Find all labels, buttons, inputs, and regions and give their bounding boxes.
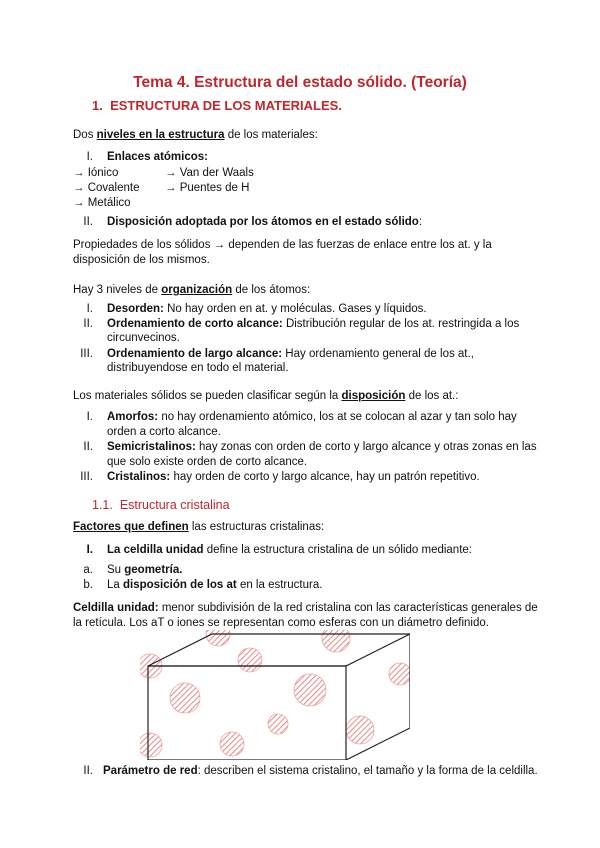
intro-paragraph [73,128,318,143]
unit-cell-illustration [140,630,410,760]
properties-line-1: Propiedades de los sólidos → dependen de las fuerzas de enlace entre los at. y la [73,239,492,251]
bond-covalente: → Covalente [73,182,140,194]
factor-II [73,765,538,777]
term: disposición de los at [123,579,237,591]
section-number: 1. [92,98,103,113]
term: geometría. [124,564,183,576]
text: : [418,216,423,228]
org-item-3 [73,347,474,362]
list-number: II. [83,441,93,453]
section-number: 1.1. [92,498,113,512]
text: : describen el sistema cristalino, el tamaño y la forma de la celdilla. [197,765,538,777]
class-item-2 [73,441,537,453]
term: Ordenamiento de largo alcance: [107,348,283,360]
text: en la estructura. [236,579,323,591]
text: hay zonas con orden de corto y largo alcance y otras zonas en las [195,441,537,453]
section-title: Estructura cristalina [119,498,230,512]
celdilla-line-2: la retícula. Los aT o iones se representan como esferas con un diámetro definido. [73,617,489,629]
class-item-3 [73,471,480,483]
text: menor subdivisión de la red cristalina con las características generales de [158,602,538,614]
list-number: I. [86,544,93,556]
list-number: b. [83,579,93,591]
list-number: II. [83,765,93,777]
text: Hay ordenamiento general de los at., [282,348,474,360]
emphasis: niveles en la estructura [96,129,225,141]
term: La celdilla unidad [107,544,204,556]
sub-item-a [73,564,182,576]
classify-intro [73,389,458,404]
bond-metalico: → Metálico [73,197,131,209]
list-number: II. [83,318,93,330]
properties-line-2: disposición de los mismos. [73,254,210,266]
text: hay orden de corto y largo alcance, hay un patrón repetitivo. [170,471,480,483]
section-heading-1-1 [92,498,230,512]
text: Su [107,564,125,576]
text: Hay 3 niveles de [73,284,162,296]
text: No hay orden en at. y moléculas. Gases y líquidos. [163,303,427,315]
term: Desorden: [107,303,164,315]
text: define la estructura cristalina de un sólido mediante: [203,544,472,556]
list-number: a. [83,564,93,576]
text: de los átomos: [232,284,311,296]
list-text [107,564,182,576]
list-text [107,471,480,483]
level-I [73,151,208,163]
bond-ionico: → Iónico [73,167,119,179]
list-text [107,318,519,330]
factors-intro [73,520,324,535]
list-number: I. [86,303,93,315]
bond-vdw: → Van der Waals [165,167,254,179]
org-item-1 [73,302,427,317]
list-number: I. [86,411,93,423]
list-number: III. [80,471,93,483]
list-text [107,441,537,453]
class-item-1 [73,411,517,423]
class-item-2-cont: que solo existe orden de corto alcance. [107,456,308,468]
list-text [107,579,322,591]
org-item-2 [73,317,519,332]
list-text [107,348,474,360]
term: Ordenamiento de corto alcance: [107,318,283,330]
text: La [107,579,123,591]
celdilla-line-1 [73,601,538,616]
term: Amorfos: [107,411,159,423]
list-text [107,544,472,556]
emphasis: disposición [341,390,406,402]
org-item-3-cont: distribuyendose en todo el material. [107,362,289,374]
emphasis: organización [161,284,233,296]
section-title: ESTRUCTURA DE LOS MATERIALES. [110,98,342,113]
page-title: Tema 4. Estructura del estado sólido. (Teoría) [133,74,467,91]
term: Cristalinos: [107,471,171,483]
list-label: Disposición adoptada por los átomos en el estado sólido [107,216,419,228]
levels-intro [73,283,310,298]
list-text [103,765,538,777]
text: las estructuras cristalinas: [188,521,325,533]
atom-spheres [140,630,410,757]
emphasis: Factores que definen [73,521,189,533]
text: de los materiales: [224,129,318,141]
text: Distribución regular de los at. restringida a los [282,318,520,330]
class-item-1-cont: orden a corto alcance. [107,426,221,438]
bond-puentes: → Puentes de H [165,182,250,194]
list-number: I. [86,151,93,163]
text: Los materiales sólidos se pueden clasificar según la [73,390,342,402]
list-text [107,303,427,315]
term: Semicristalinos: [107,441,196,453]
sub-item-b [73,579,322,591]
list-number: II. [83,216,93,228]
text: Dos [73,129,97,141]
org-item-2-cont: circunvecinos. [107,332,180,344]
level-II [73,216,422,228]
text: de los at.: [405,390,459,402]
section-heading-1 [92,98,342,113]
term: Celdilla unidad: [73,602,159,614]
list-number: III. [80,348,93,360]
list-label: Enlaces atómicos: [107,151,208,163]
text: no hay ordenamiento atómico, los at se colocan al azar y tan solo hay [158,411,517,423]
term: Parámetro de red [103,765,198,777]
list-text [107,411,517,423]
factor-I [73,544,472,556]
